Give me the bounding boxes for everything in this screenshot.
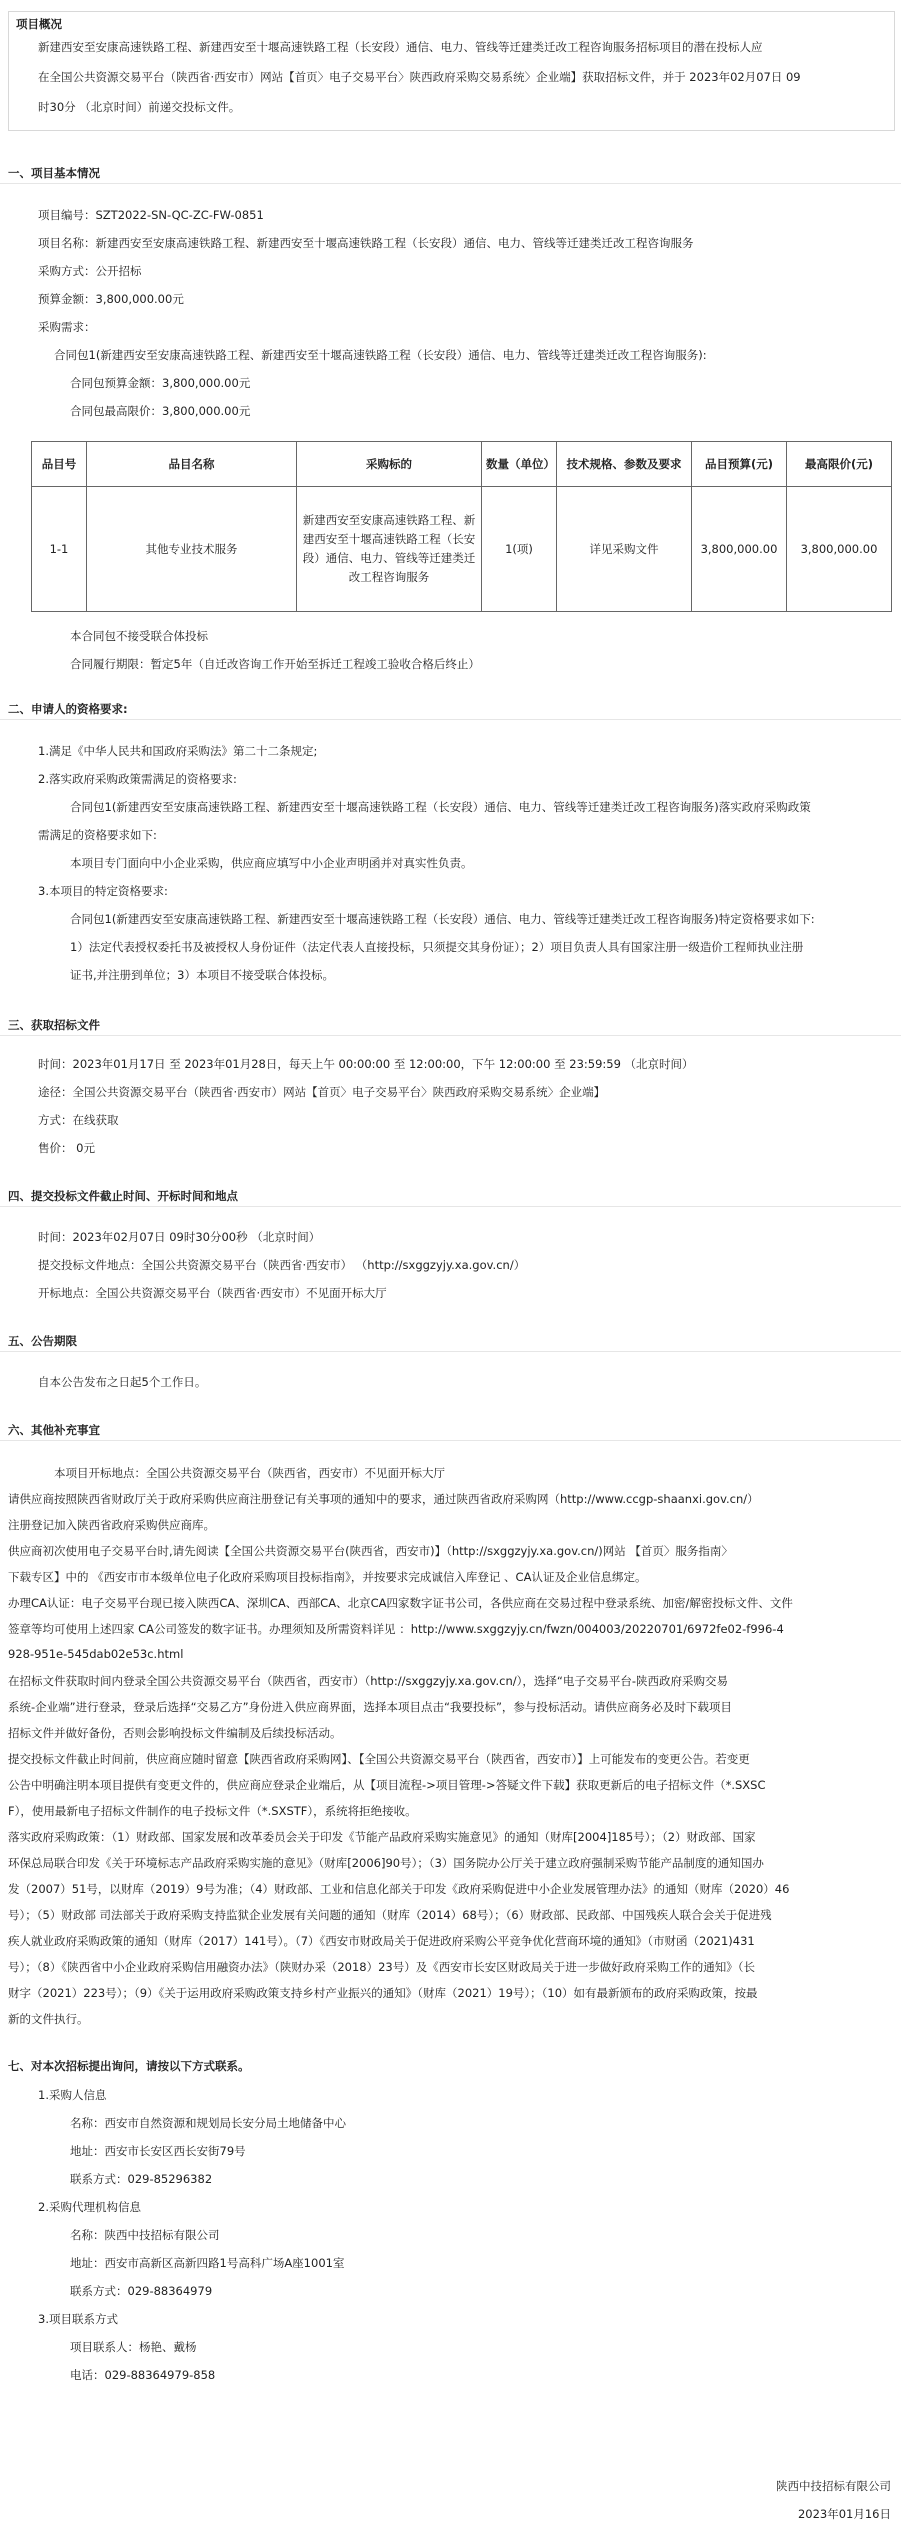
section-title-basic: 一、项目基本情况 <box>8 166 100 180</box>
agency-address: 地址：西安市高新区高新四路1号高科广场A座1001室 <box>70 2256 345 2270</box>
qualification-line: 1.满足《中华人民共和国政府采购法》第二十二条规定; <box>38 744 318 758</box>
other-line: 落实政府采购政策：（1）财政部、国家发展和改革委员会关于印发《节能产品政府采购实施意见》的通知（财库[2004]185号）；（2）财政部、国家 <box>8 1830 756 1844</box>
table-header-cell: 技术规格、参数及要求 <box>557 442 692 487</box>
qualification-line: 合同包1(新建西安至安康高速铁路工程、新建西安至十堰高速铁路工程（长安段）通信、电力、管线等迁建类迁改工程咨询服务)特定资格要求如下: <box>70 912 815 926</box>
overview-line: 时30分 （北京时间）前递交投标文件。 <box>38 100 241 114</box>
purchaser-heading: 1.采购人信息 <box>38 2088 107 2102</box>
obtain-way: 途径：全国公共资源交易平台（陕西省·西安市）网站【首页〉电子交易平台〉陕西政府采购交易系统〉企业端】 <box>38 1085 606 1099</box>
purchaser-address: 地址：西安市长安区西长安街79号 <box>70 2144 246 2158</box>
table-header-cell: 品目预算(元) <box>692 442 787 487</box>
divider <box>0 1351 901 1352</box>
table-header-cell: 品目名称 <box>87 442 297 487</box>
procurement-method: 采购方式：公开招标 <box>38 264 142 278</box>
other-line: F），使用最新电子招标文件制作的电子投标文件（*.SXSTF），系统将拒绝接收。 <box>8 1804 417 1818</box>
contract-period: 合同履行期限：暂定5年（自迁改咨询工作开始至拆迁工程竣工验收合格后终止） <box>70 657 480 671</box>
contract-package: 合同包1(新建西安至安康高速铁路工程、新建西安至十堰高速铁路工程（长安段）通信、电力、管线等迁建类迁改工程咨询服务): <box>54 348 707 362</box>
table-header-cell: 采购标的 <box>297 442 482 487</box>
qualification-line: 2.落实政府采购政策需满足的资格要求: <box>38 772 237 786</box>
other-line: 在招标文件获取时间内登录全国公共资源交易平台（陕西省，西安市）（http://sxggzyjy.xa.gov.cn/），选择“电子交易平台-陕西政府采购交易 <box>8 1674 728 1688</box>
table-cell-spec: 详见采购文件 <box>557 487 692 612</box>
agency-name: 名称：陕西中技招标有限公司 <box>70 2228 220 2242</box>
table-cell-item-no: 1-1 <box>32 487 87 612</box>
obtain-price: 售价： 0元 <box>38 1141 95 1155</box>
other-line: 下载专区】中的 《西安市市本级单位电子化政府采购项目投标指南》，并按要求完成诚信入库登记 、CA认证及企业信息绑定。 <box>8 1570 647 1584</box>
opening-location: 开标地点：全国公共资源交易平台（陕西省·西安市）不见面开标大厅 <box>38 1286 387 1300</box>
overview-line: 在全国公共资源交易平台（陕西省·西安市）网站【首页〉电子交易平台〉陕西政府采购交易系统〉企业端】获取招标文件，并于 2023年02月07日 09 <box>38 70 801 84</box>
other-line: 提交投标文件截止时间前，供应商应随时留意【陕西省政府采购网】、【全国公共资源交易平台（陕西省，西安市）】上可能发布的变更公告。若变更 <box>8 1752 750 1766</box>
section-title-qualification: 二、申请人的资格要求: <box>8 702 128 716</box>
procurement-demand: 采购需求： <box>38 320 96 334</box>
qualification-line: 本项目专门面向中小企业采购，供应商应填写中小企业声明函并对真实性负责。 <box>70 856 473 870</box>
announcement-period: 自本公告发布之日起5个工作日。 <box>38 1375 207 1389</box>
qualification-line: 证书,并注册到单位；3）本项目不接受联合体投标。 <box>70 968 334 982</box>
other-line: 本项目开标地点：全国公共资源交易平台（陕西省，西安市）不见面开标大厅 <box>54 1466 445 1480</box>
divider <box>0 719 901 720</box>
other-line: 疾人就业政府采购政策的通知（财库（2017）141号）。（7）《西安市财政局关于促进政府采购公平竞争优化营商环境的通知》（市财函（2021)431 <box>8 1934 755 1948</box>
footer-organization: 陕西中技招标有限公司 <box>776 2479 891 2493</box>
no-consortium: 本合同包不接受联合体投标 <box>70 629 208 643</box>
other-line: 签章等均可使用上述四家 CA公司签发的数字证书。办理须知及所需资料详见 ：http://www.sxggzyjy.cn/fwzn/004003/20220701/6972fe02-f996-4 <box>8 1622 784 1636</box>
table-header-cell: 数量（单位） <box>482 442 557 487</box>
package-max-price: 合同包最高限价：3,800,000.00元 <box>70 404 251 418</box>
qualification-line: 合同包1(新建西安至安康高速铁路工程、新建西安至十堰高速铁路工程（长安段）通信、电力、管线等迁建类迁改工程咨询服务)落实政府采购政策 <box>70 800 811 814</box>
section-title-deadline: 四、提交投标文件截止时间、开标时间和地点 <box>8 1189 238 1203</box>
budget-amount: 预算金额：3,800,000.00元 <box>38 292 184 306</box>
overview-line: 新建西安至安康高速铁路工程、新建西安至十堰高速铁路工程（长安段）通信、电力、管线等迁建类迁改工程咨询服务招标项目的潜在投标人应 <box>38 40 763 54</box>
table-row <box>32 487 892 612</box>
section-title-obtain: 三、获取招标文件 <box>8 1018 100 1032</box>
footer-date: 2023年01月16日 <box>797 2507 891 2521</box>
submit-location: 提交投标文件地点：全国公共资源交易平台（陕西省·西安市） （http://sxggzyjy.xa.gov.cn/） <box>38 1258 526 1272</box>
divider <box>0 1440 901 1441</box>
section-title-other: 六、其他补充事宜 <box>8 1423 100 1437</box>
project-contact-phone: 电话：029-88364979-858 <box>70 2368 216 2382</box>
other-line: 系统-企业端”进行登录，登录后选择“交易乙方”身份进入供应商界面，选择本项目点击“我要投标”，参与投标活动。请供应商务必及时下载项目 <box>8 1700 732 1714</box>
other-line: 公告中明确注明本项目提供有变更文件的，供应商应登录企业端后，从【项目流程->项目管理->答疑文件下载】获取更新后的电子招标文件（*.SXSC <box>8 1778 766 1792</box>
obtain-time: 时间：2023年01月17日 至 2023年01月28日，每天上午 00:00:00 至 12:00:00，下午 12:00:00 至 23:59:59 （北京时间） <box>38 1057 694 1071</box>
other-line: 办理CA认证：电子交易平台现已接入陕西CA、深圳CA、西部CA、北京CA四家数字证书公司，各供应商在交易过程中登录系统、加密/解密投标文件、文件 <box>8 1596 793 1610</box>
project-name: 项目名称：新建西安至安康高速铁路工程、新建西安至十堰高速铁路工程（长安段）通信、电力、管线等迁建类迁改工程咨询服务 <box>38 236 694 250</box>
other-line: 发（2007）51号，以财库（2019）9号为准；（4）财政部、工业和信息化部关于印发《政府采购促进中小企业发展管理办法》的通知（财库（2020）46 <box>8 1882 790 1896</box>
project-contact-person: 项目联系人：杨艳、戴杨 <box>70 2340 197 2354</box>
table-header-cell: 最高限价(元) <box>787 442 892 487</box>
table-cell-max-price: 3,800,000.00 <box>787 487 892 612</box>
project-contact-heading: 3.项目联系方式 <box>38 2312 118 2326</box>
other-line: 供应商初次使用电子交易平台时,请先阅读【全国公共资源交易平台(陕西省，西安市)】（http://sxggzyjy.xa.gov.cn/)网站 【首页〉服务指南〉 <box>8 1544 733 1558</box>
package-budget: 合同包预算金额：3,800,000.00元 <box>70 376 251 390</box>
agency-heading: 2.采购代理机构信息 <box>38 2200 141 2214</box>
table-header-cell: 品目号 <box>32 442 87 487</box>
purchaser-name: 名称：西安市自然资源和规划局长安分局土地储备中心 <box>70 2116 346 2130</box>
section-title-period: 五、公告期限 <box>8 1334 77 1348</box>
other-line: 号）；（8）《陕西省中小企业政府采购信用融资办法》（陕财办采（2018）23号）及《西安市长安区财政局关于进一步做好政府采购工作的通知》（长 <box>8 1960 755 1974</box>
other-line: 号）；（5）财政部 司法部关于政府采购支持监狱企业发展有关问题的通知（财库（2014）68号）；（6）财政部、民政部、中国残疾人联合会关于促进残 <box>8 1908 772 1922</box>
table-cell-budget: 3,800,000.00 <box>692 487 787 612</box>
other-line: 注册登记加入陕西省政府采购供应商库。 <box>8 1518 215 1532</box>
divider <box>0 1035 901 1036</box>
project-number: 项目编号：SZT2022-SN-QC-ZC-FW-0851 <box>38 208 264 222</box>
other-line: 环保总局联合印发《关于环境标志产品政府采购实施的意见》（财库[2006]90号）；（3）国务院办公厅关于建立政府强制采购节能产品制度的通知国办 <box>8 1856 764 1870</box>
table-cell-item-name: 其他专业技术服务 <box>87 487 297 612</box>
other-line: 新的文件执行。 <box>8 2012 89 2026</box>
qualification-line: 1）法定代表授权委托书及被授权人身份证件（法定代表人直接投标，只须提交其身份证）；2）项目负责人具有国家注册一级造价工程师执业注册 <box>70 940 804 954</box>
other-line: 928-951e-545dab02e53c.html <box>8 1647 184 1661</box>
table-cell-target: 新建西安至安康高速铁路工程、新建西安至十堰高速铁路工程（长安段）通信、电力、管线等迁建类迁改工程咨询服务 <box>297 487 482 612</box>
divider <box>0 1206 901 1207</box>
agency-phone: 联系方式：029-88364979 <box>70 2284 213 2298</box>
obtain-mode: 方式：在线获取 <box>38 1113 119 1127</box>
table-header-row <box>32 442 892 487</box>
qualification-line: 需满足的资格要求如下: <box>38 828 157 842</box>
divider <box>0 183 901 184</box>
other-line: 请供应商按照陕西省财政厅关于政府采购供应商注册登记有关事项的通知中的要求，通过陕西省政府采购网（http://www.ccgp-shaanxi.gov.cn/） <box>8 1492 759 1506</box>
table-cell-quantity: 1(项) <box>482 487 557 612</box>
other-line: 招标文件并做好备份，否则会影响投标文件编制及后续投标活动。 <box>8 1726 342 1740</box>
other-line: 财字（2021）223号）；（9）《关于运用政府采购政策支持乡村产业振兴的通知》（财库（2021）19号）；（10）如有最新颁布的政府采购政策，按最 <box>8 1986 758 2000</box>
deadline-time: 时间：2023年02月07日 09时30分00秒 （北京时间） <box>38 1230 321 1244</box>
qualification-line: 3.本项目的特定资格要求: <box>38 884 168 898</box>
overview-title: 项目概况 <box>16 17 62 31</box>
items-table <box>31 441 892 612</box>
purchaser-phone: 联系方式：029-85296382 <box>70 2172 213 2186</box>
section-title-contact: 七、对本次招标提出询问，请按以下方式联系。 <box>8 2059 250 2073</box>
